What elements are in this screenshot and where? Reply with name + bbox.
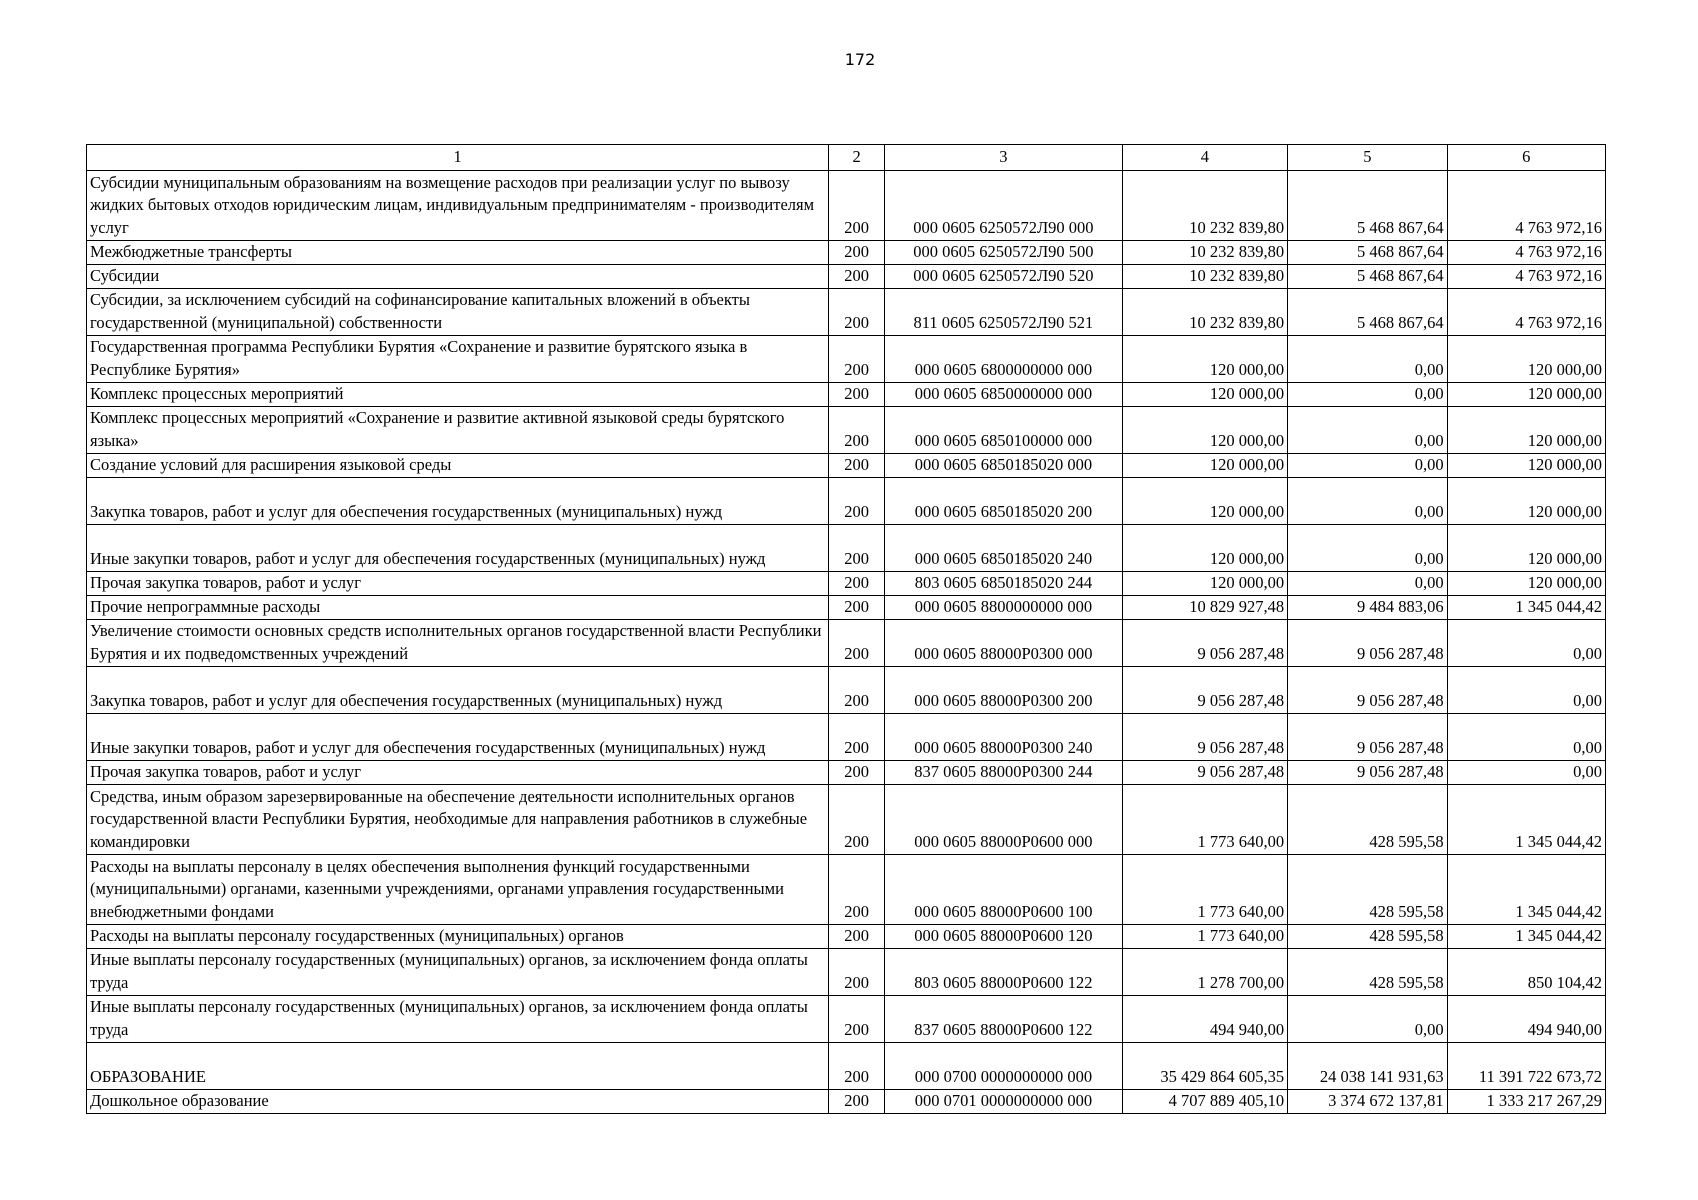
- amount-column-4-cell: 120 000,00: [1122, 572, 1288, 596]
- expense-name-cell: ОБРАЗОВАНИЕ: [87, 1043, 829, 1090]
- admin-code-cell: 200: [829, 525, 885, 572]
- classifier-code-cell: 000 0605 6850000000 000: [885, 383, 1123, 407]
- amount-column-5-cell: 9 056 287,48: [1288, 714, 1447, 761]
- classifier-code-cell: 000 0605 6800000000 000: [885, 336, 1123, 383]
- classifier-code-cell: 000 0700 0000000000 000: [885, 1043, 1123, 1090]
- amount-column-4-cell: 10 232 839,80: [1122, 241, 1288, 265]
- amount-column-5-cell: 5 468 867,64: [1288, 265, 1447, 289]
- amount-column-4-cell: 120 000,00: [1122, 336, 1288, 383]
- amount-column-6-cell: 850 104,42: [1447, 949, 1605, 996]
- expense-name-cell: Создание условий для расширения языковой среды: [87, 454, 829, 478]
- classifier-code-cell: 000 0605 6850100000 000: [885, 407, 1123, 454]
- amount-column-4-cell: 120 000,00: [1122, 478, 1288, 525]
- amount-column-6-cell: 1 345 044,42: [1447, 855, 1605, 925]
- expense-name-cell: Расходы на выплаты персоналу в целях обеспечения выполнения функций государственными (муниципальными) органами, казенными учреждениями, органами управления государственными внебюджетными фондами: [87, 855, 829, 925]
- classifier-code-cell: 803 0605 88000Р0600 122: [885, 949, 1123, 996]
- amount-column-6-cell: 0,00: [1447, 667, 1605, 714]
- amount-column-5-cell: 9 484 883,06: [1288, 596, 1447, 620]
- amount-column-5-cell: 0,00: [1288, 478, 1447, 525]
- amount-column-4-cell: 494 940,00: [1122, 996, 1288, 1043]
- expense-name-cell: Иные выплаты персоналу государственных (муниципальных) органов, за исключением фонда оплаты труда: [87, 996, 829, 1043]
- table-row: [87, 241, 1606, 265]
- column-header-3: 3: [885, 145, 1123, 171]
- column-header-6: 6: [1447, 145, 1605, 171]
- classifier-code-cell: 000 0605 88000Р0600 120: [885, 925, 1123, 949]
- amount-column-5-cell: 0,00: [1288, 996, 1447, 1043]
- expense-name-cell: Субсидии муниципальным образованиям на возмещение расходов при реализации услуг по вывозу жидких бытовых отходов юридическим лицам, индивидуальным предпринимателям - производителям услуг: [87, 171, 829, 241]
- amount-column-4-cell: 9 056 287,48: [1122, 620, 1288, 667]
- table-row: [87, 855, 1606, 925]
- admin-code-cell: 200: [829, 855, 885, 925]
- amount-column-6-cell: 0,00: [1447, 761, 1605, 785]
- table-row: [87, 1090, 1606, 1114]
- amount-column-6-cell: 0,00: [1447, 620, 1605, 667]
- table-row: [87, 949, 1606, 996]
- amount-column-6-cell: 4 763 972,16: [1447, 241, 1605, 265]
- amount-column-4-cell: 1 773 640,00: [1122, 785, 1288, 855]
- expense-name-cell: Иные закупки товаров, работ и услуг для обеспечения государственных (муниципальных) нужд: [87, 714, 829, 761]
- table-row: [87, 525, 1606, 572]
- expense-name-cell: Государственная программа Республики Бурятия «Сохранение и развитие бурятского языка в Республике Бурятия»: [87, 336, 829, 383]
- amount-column-6-cell: 1 345 044,42: [1447, 596, 1605, 620]
- table-row: [87, 171, 1606, 241]
- admin-code-cell: 200: [829, 572, 885, 596]
- amount-column-4-cell: 9 056 287,48: [1122, 667, 1288, 714]
- table-row: [87, 572, 1606, 596]
- amount-column-6-cell: 120 000,00: [1447, 572, 1605, 596]
- classifier-code-cell: 000 0701 0000000000 000: [885, 1090, 1123, 1114]
- amount-column-5-cell: 5 468 867,64: [1288, 289, 1447, 336]
- admin-code-cell: 200: [829, 761, 885, 785]
- expense-name-cell: Расходы на выплаты персоналу государственных (муниципальных) органов: [87, 925, 829, 949]
- expense-name-cell: Прочая закупка товаров, работ и услуг: [87, 572, 829, 596]
- classifier-code-cell: 837 0605 88000Р0300 244: [885, 761, 1123, 785]
- classifier-code-cell: 000 0605 88000Р0300 200: [885, 667, 1123, 714]
- table-row: [87, 454, 1606, 478]
- expense-name-cell: Иные выплаты персоналу государственных (муниципальных) органов, за исключением фонда оплаты труда: [87, 949, 829, 996]
- classifier-code-cell: 000 0605 6850185020 200: [885, 478, 1123, 525]
- amount-column-6-cell: 4 763 972,16: [1447, 289, 1605, 336]
- expense-name-cell: Дошкольное образование: [87, 1090, 829, 1114]
- amount-column-6-cell: 4 763 972,16: [1447, 171, 1605, 241]
- amount-column-4-cell: 10 829 927,48: [1122, 596, 1288, 620]
- expense-name-cell: Межбюджетные трансферты: [87, 241, 829, 265]
- amount-column-4-cell: 120 000,00: [1122, 525, 1288, 572]
- amount-column-4-cell: 35 429 864 605,35: [1122, 1043, 1288, 1090]
- table-header-row: [87, 145, 1606, 171]
- amount-column-5-cell: 3 374 672 137,81: [1288, 1090, 1447, 1114]
- table-row: [87, 996, 1606, 1043]
- amount-column-5-cell: 5 468 867,64: [1288, 241, 1447, 265]
- amount-column-5-cell: 428 595,58: [1288, 949, 1447, 996]
- admin-code-cell: 200: [829, 454, 885, 478]
- admin-code-cell: 200: [829, 1090, 885, 1114]
- amount-column-6-cell: 120 000,00: [1447, 454, 1605, 478]
- amount-column-6-cell: 1 345 044,42: [1447, 785, 1605, 855]
- admin-code-cell: 200: [829, 667, 885, 714]
- admin-code-cell: 200: [829, 785, 885, 855]
- amount-column-5-cell: 9 056 287,48: [1288, 620, 1447, 667]
- amount-column-4-cell: 10 232 839,80: [1122, 289, 1288, 336]
- amount-column-5-cell: 0,00: [1288, 454, 1447, 478]
- admin-code-cell: 200: [829, 596, 885, 620]
- table-row: [87, 620, 1606, 667]
- admin-code-cell: 200: [829, 407, 885, 454]
- amount-column-6-cell: 120 000,00: [1447, 478, 1605, 525]
- classifier-code-cell: 837 0605 88000Р0600 122: [885, 996, 1123, 1043]
- amount-column-5-cell: 9 056 287,48: [1288, 761, 1447, 785]
- admin-code-cell: 200: [829, 265, 885, 289]
- classifier-code-cell: 000 0605 88000Р0300 000: [885, 620, 1123, 667]
- amount-column-6-cell: 494 940,00: [1447, 996, 1605, 1043]
- classifier-code-cell: 000 0605 6250572Л90 500: [885, 241, 1123, 265]
- admin-code-cell: 200: [829, 1043, 885, 1090]
- classifier-code-cell: 811 0605 6250572Л90 521: [885, 289, 1123, 336]
- admin-code-cell: 200: [829, 949, 885, 996]
- admin-code-cell: 200: [829, 478, 885, 525]
- admin-code-cell: 200: [829, 996, 885, 1043]
- amount-column-6-cell: 120 000,00: [1447, 336, 1605, 383]
- amount-column-6-cell: 120 000,00: [1447, 407, 1605, 454]
- expense-name-cell: Иные закупки товаров, работ и услуг для обеспечения государственных (муниципальных) нужд: [87, 525, 829, 572]
- expense-name-cell: Комплекс процессных мероприятий: [87, 383, 829, 407]
- table-row: [87, 336, 1606, 383]
- amount-column-5-cell: 24 038 141 931,63: [1288, 1043, 1447, 1090]
- table-row: [87, 667, 1606, 714]
- column-header-5: 5: [1288, 145, 1447, 171]
- admin-code-cell: 200: [829, 383, 885, 407]
- amount-column-5-cell: 428 595,58: [1288, 785, 1447, 855]
- table-row: [87, 289, 1606, 336]
- table-row: [87, 265, 1606, 289]
- classifier-code-cell: 000 0605 6250572Л90 000: [885, 171, 1123, 241]
- amount-column-4-cell: 1 773 640,00: [1122, 925, 1288, 949]
- amount-column-5-cell: 428 595,58: [1288, 925, 1447, 949]
- amount-column-6-cell: 0,00: [1447, 714, 1605, 761]
- amount-column-5-cell: 0,00: [1288, 336, 1447, 383]
- column-header-2: 2: [829, 145, 885, 171]
- expense-name-cell: Прочие непрограммные расходы: [87, 596, 829, 620]
- column-header-4: 4: [1122, 145, 1288, 171]
- table-row: [87, 1043, 1606, 1090]
- admin-code-cell: 200: [829, 241, 885, 265]
- table-row: [87, 596, 1606, 620]
- amount-column-5-cell: 0,00: [1288, 572, 1447, 596]
- admin-code-cell: 200: [829, 171, 885, 241]
- budget-table: [86, 144, 1606, 1114]
- expense-name-cell: Увеличение стоимости основных средств исполнительных органов государственной власти Республики Бурятия и их подведомственных учреждений: [87, 620, 829, 667]
- amount-column-4-cell: 1 278 700,00: [1122, 949, 1288, 996]
- classifier-code-cell: 000 0605 6850185020 240: [885, 525, 1123, 572]
- expense-name-cell: Прочая закупка товаров, работ и услуг: [87, 761, 829, 785]
- amount-column-4-cell: 120 000,00: [1122, 407, 1288, 454]
- table-row: [87, 478, 1606, 525]
- admin-code-cell: 200: [829, 289, 885, 336]
- expense-name-cell: Средства, иным образом зарезервированные на обеспечение деятельности исполнительных органов государственной власти Республики Бурятия, необходимые для направления работников в служебные командировки: [87, 785, 829, 855]
- classifier-code-cell: 000 0605 8800000000 000: [885, 596, 1123, 620]
- amount-column-4-cell: 10 232 839,80: [1122, 265, 1288, 289]
- amount-column-4-cell: 4 707 889 405,10: [1122, 1090, 1288, 1114]
- amount-column-5-cell: 0,00: [1288, 407, 1447, 454]
- admin-code-cell: 200: [829, 336, 885, 383]
- admin-code-cell: 200: [829, 620, 885, 667]
- amount-column-4-cell: 1 773 640,00: [1122, 855, 1288, 925]
- amount-column-6-cell: 4 763 972,16: [1447, 265, 1605, 289]
- amount-column-5-cell: 0,00: [1288, 525, 1447, 572]
- amount-column-6-cell: 1 345 044,42: [1447, 925, 1605, 949]
- classifier-code-cell: 000 0605 88000Р0600 100: [885, 855, 1123, 925]
- table-row: [87, 785, 1606, 855]
- table-row: [87, 407, 1606, 454]
- amount-column-5-cell: 5 468 867,64: [1288, 171, 1447, 241]
- amount-column-4-cell: 120 000,00: [1122, 383, 1288, 407]
- page-number: 172: [844, 50, 876, 69]
- classifier-code-cell: 000 0605 6850185020 000: [885, 454, 1123, 478]
- table-row: [87, 383, 1606, 407]
- amount-column-6-cell: 11 391 722 673,72: [1447, 1043, 1605, 1090]
- amount-column-6-cell: 120 000,00: [1447, 525, 1605, 572]
- amount-column-4-cell: 10 232 839,80: [1122, 171, 1288, 241]
- amount-column-5-cell: 9 056 287,48: [1288, 667, 1447, 714]
- expense-name-cell: Закупка товаров, работ и услуг для обеспечения государственных (муниципальных) нужд: [87, 478, 829, 525]
- amount-column-5-cell: 0,00: [1288, 383, 1447, 407]
- amount-column-4-cell: 120 000,00: [1122, 454, 1288, 478]
- admin-code-cell: 200: [829, 925, 885, 949]
- table-row: [87, 925, 1606, 949]
- table-row: [87, 761, 1606, 785]
- admin-code-cell: 200: [829, 714, 885, 761]
- amount-column-6-cell: 120 000,00: [1447, 383, 1605, 407]
- amount-column-4-cell: 9 056 287,48: [1122, 714, 1288, 761]
- classifier-code-cell: 000 0605 6250572Л90 520: [885, 265, 1123, 289]
- table-row: [87, 714, 1606, 761]
- table-body: [87, 171, 1606, 1114]
- column-header-1: 1: [87, 145, 829, 171]
- expense-name-cell: Субсидии, за исключением субсидий на софинансирование капитальных вложений в объекты государственной (муниципальной) собственности: [87, 289, 829, 336]
- expense-name-cell: Комплекс процессных мероприятий «Сохранение и развитие активной языковой среды бурятского языка»: [87, 407, 829, 454]
- expense-name-cell: Закупка товаров, работ и услуг для обеспечения государственных (муниципальных) нужд: [87, 667, 829, 714]
- classifier-code-cell: 000 0605 88000Р0600 000: [885, 785, 1123, 855]
- expense-name-cell: Субсидии: [87, 265, 829, 289]
- classifier-code-cell: 803 0605 6850185020 244: [885, 572, 1123, 596]
- amount-column-6-cell: 1 333 217 267,29: [1447, 1090, 1605, 1114]
- amount-column-5-cell: 428 595,58: [1288, 855, 1447, 925]
- amount-column-4-cell: 9 056 287,48: [1122, 761, 1288, 785]
- classifier-code-cell: 000 0605 88000Р0300 240: [885, 714, 1123, 761]
